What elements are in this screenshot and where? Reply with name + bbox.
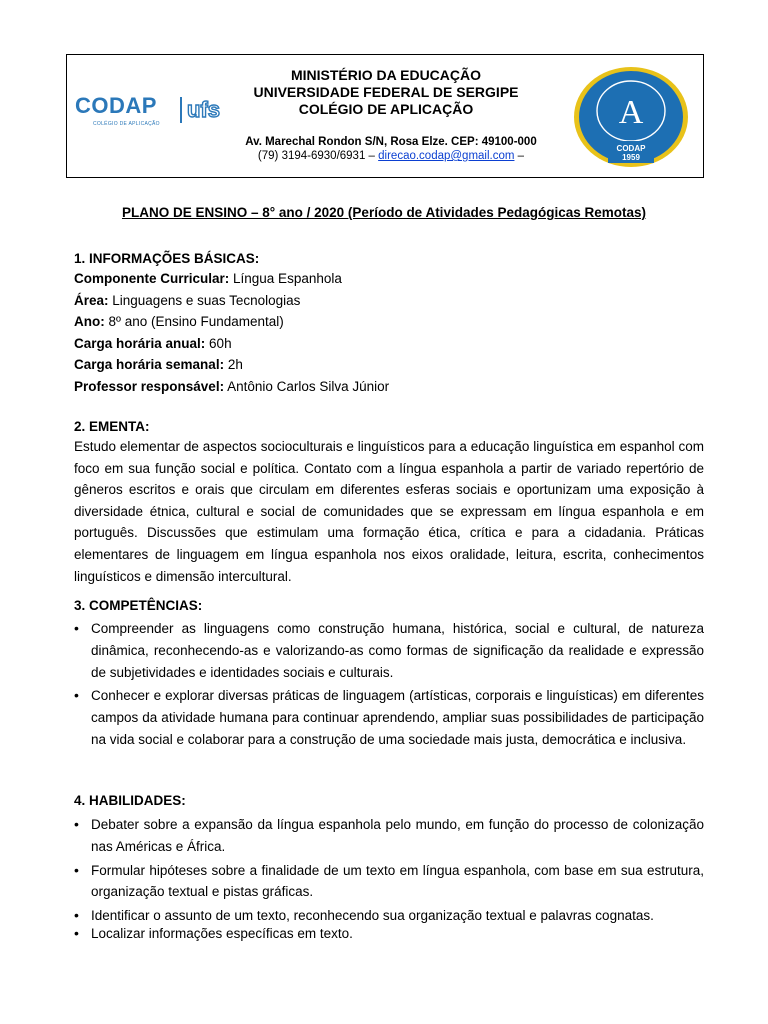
email-trail: – [517, 150, 525, 162]
list-item: • Localizar informações específicas em texto. [74, 923, 704, 945]
section-habilidades [74, 791, 704, 947]
svg-text:CODAP: CODAP [616, 144, 646, 153]
competencias-list [74, 618, 704, 751]
address-line: Av. Marechal Rondon S/N, Rosa Elze. CEP: 49100-000 [245, 136, 537, 148]
list-item: • Compreender as linguagens como construção humana, histórica, social e cultural, de natureza dinâmica, reconhecendo-as e valorizando-as como formas de significação da realidade e expressão de subjetividades e identidades sociais e culturais. [74, 618, 704, 683]
phone-number: (79) 3194-6930/6931 – [257, 150, 375, 162]
ementa-text: Estudo elementar de aspectos socioculturais e linguísticos para a educação linguística em espanhol com foco em sua função social e política. Contato com a língua espanhola a partir de variado repertório de gêneros escritos e orais que circulam em diferentes esferas sociais e oportunizam uma exposição à diversidade étnica, cultural e social de comunidades que se expressam em língua espanhola e em português. Discussões que estimulam uma formação ética, crítica e para a cidadania. Práticas elementares de linguagem em língua espanhola nos eixos oralidade, leitura, escrita, conhecimentos linguísticos e dimensão intercultural. [74, 439, 704, 584]
section-basic-info [74, 250, 704, 397]
section-title: 1. INFORMAÇÕES BÁSICAS: [74, 251, 260, 266]
phone-email-line [227, 149, 555, 163]
svg-text:1959: 1959 [622, 153, 640, 162]
college-line: COLÉGIO DE APLICAÇÃO [298, 101, 474, 117]
codap-logo-text: CODAP [75, 93, 157, 118]
svg-text:ufs: ufs [187, 97, 220, 122]
field-row: Componente Curricular: Língua Espanhola [74, 271, 342, 286]
list-item: • Conhecer e explorar diversas práticas de linguagem (artísticas, corporais e linguísticas) em diferentes campos da atividade humana para continuar aprendendo, ampliar suas possibilidades de participação na vida social e colaborar para a construção de uma sociedade mais justa, democrática e inclusiva. [74, 685, 704, 750]
field-row: Carga horária anual: 60h [74, 335, 232, 351]
list-item: • Debater sobre a expansão da língua espanhola pelo mundo, em função do processo de colonização nas Américas e África. [74, 814, 704, 858]
field-row: Ano: 8º ano (Ensino Fundamental) [74, 314, 284, 329]
field-row: Área: Linguagens e suas Tecnologias [74, 292, 301, 308]
section-title: 4. HABILIDADES: [74, 793, 186, 808]
codap-logo-subtitle: COLÉGIO DE APLICAÇÃO [93, 121, 160, 127]
list-item: • Identificar o assunto de um texto, reconhecendo sua organização textual e palavras cognatas. [74, 905, 704, 927]
list-item: • Formular hipóteses sobre a finalidade de um texto em língua espanhola, com base em sua estrutura, organização textual e pistas gráficas. [74, 860, 704, 904]
section-competencias [74, 596, 704, 753]
section-title: 2. EMENTA: [74, 419, 150, 434]
university-line: UNIVERSIDADE FEDERAL DE SERGIPE [253, 84, 519, 100]
section-title: 3. COMPETÊNCIAS: [74, 598, 203, 613]
email-link[interactable]: direcao.codap@gmail.com [378, 150, 515, 162]
section-ementa [74, 418, 704, 587]
field-row: Carga horária semanal: 2h [74, 357, 243, 372]
plan-title: PLANO DE ENSINO – 8° ano / 2020 (Período de Atividades Pedagógicas Remotas) [121, 205, 647, 220]
habilidades-list [74, 814, 704, 945]
field-row: Professor responsável: Antônio Carlos Silva Júnior [74, 378, 390, 394]
svg-text:A: A [618, 94, 644, 131]
ministry-line: MINISTÉRIO DA EDUCAÇÃO [290, 67, 482, 83]
contact-info [227, 135, 555, 163]
letterhead [66, 54, 704, 178]
codap-seal-logo [572, 65, 690, 169]
